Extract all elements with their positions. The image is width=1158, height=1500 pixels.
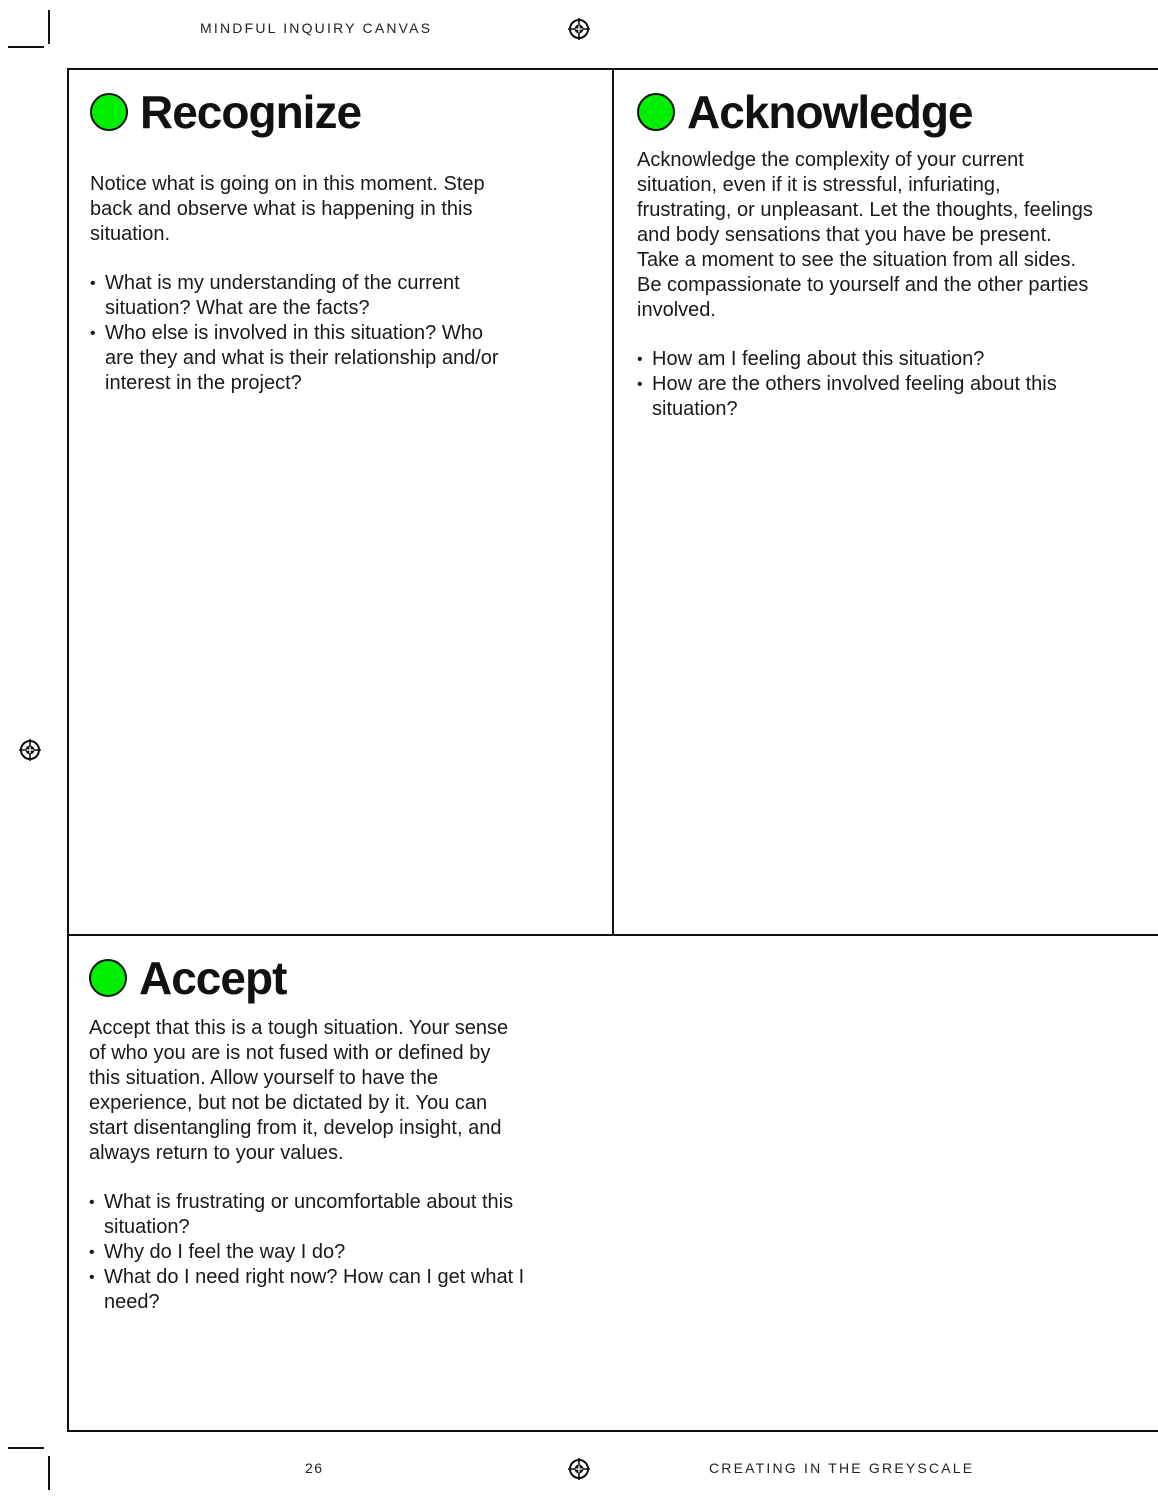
list-item: • How am I feeling about this situation? [637, 347, 1077, 372]
running-footer-book-title: CREATING IN THE GREYSCALE [709, 1460, 975, 1476]
acknowledge-heading [637, 80, 1137, 144]
list-item: • Why do I feel the way I do? [89, 1240, 539, 1265]
green-circle-icon [89, 959, 127, 997]
acknowledge-panel [637, 80, 1137, 422]
crop-mark-bottom-horizontal [8, 1447, 44, 1449]
registration-mark-icon [567, 1457, 591, 1481]
list-item: • Who else is involved in this situation? Who are they and what is their relationship and/or interest in the project? [90, 321, 515, 396]
registration-mark-icon [567, 17, 591, 41]
registration-mark-icon [18, 738, 42, 762]
running-header-title: MINDFUL INQUIRY CANVAS [200, 20, 433, 36]
green-circle-icon [90, 93, 128, 131]
list-item: • What is frustrating or uncomfortable about this situation? [89, 1190, 539, 1240]
recognize-questions [90, 271, 515, 396]
crop-mark-top-vertical [48, 10, 50, 44]
recognize-title: Recognize [140, 86, 362, 138]
acknowledge-intro: Acknowledge the complexity of your current situation, even if it is stressful, infuriating, frustrating, or unpleasant. Let the thoughts, feelings and body sensations that you have be present. Take a moment to see the situation from all sides. Be compassionate to yourself and the other parties involved. [637, 149, 1093, 321]
accept-heading [89, 946, 609, 1010]
accept-questions [89, 1190, 539, 1315]
accept-title: Accept [139, 952, 287, 1004]
canvas-horizontal-divider [67, 934, 1158, 936]
crop-mark-top-horizontal [8, 46, 44, 48]
green-circle-icon [637, 93, 675, 131]
acknowledge-questions [637, 347, 1077, 422]
list-item: • What is my understanding of the current situation? What are the facts? [90, 271, 515, 321]
recognize-panel [90, 80, 590, 396]
recognize-heading [90, 80, 590, 144]
crop-mark-bottom-vertical [48, 1456, 50, 1490]
recognize-intro: Notice what is going on in this moment. Step back and observe what is happening in this situation. [90, 173, 485, 245]
page-number: 26 [305, 1460, 324, 1476]
accept-intro: Accept that this is a tough situation. Your sense of who you are is not fused with or defined by this situation. Allow yourself to have the experience, but not be dictated by it. You can start disentangling from it, develop insight, and always return to your values. [89, 1017, 509, 1164]
canvas-vertical-divider [612, 68, 614, 936]
list-item: • What do I need right now? How can I get what I need? [89, 1265, 539, 1315]
accept-panel [89, 946, 609, 1315]
acknowledge-title: Acknowledge [687, 86, 973, 138]
list-item: • How are the others involved feeling about this situation? [637, 372, 1077, 422]
